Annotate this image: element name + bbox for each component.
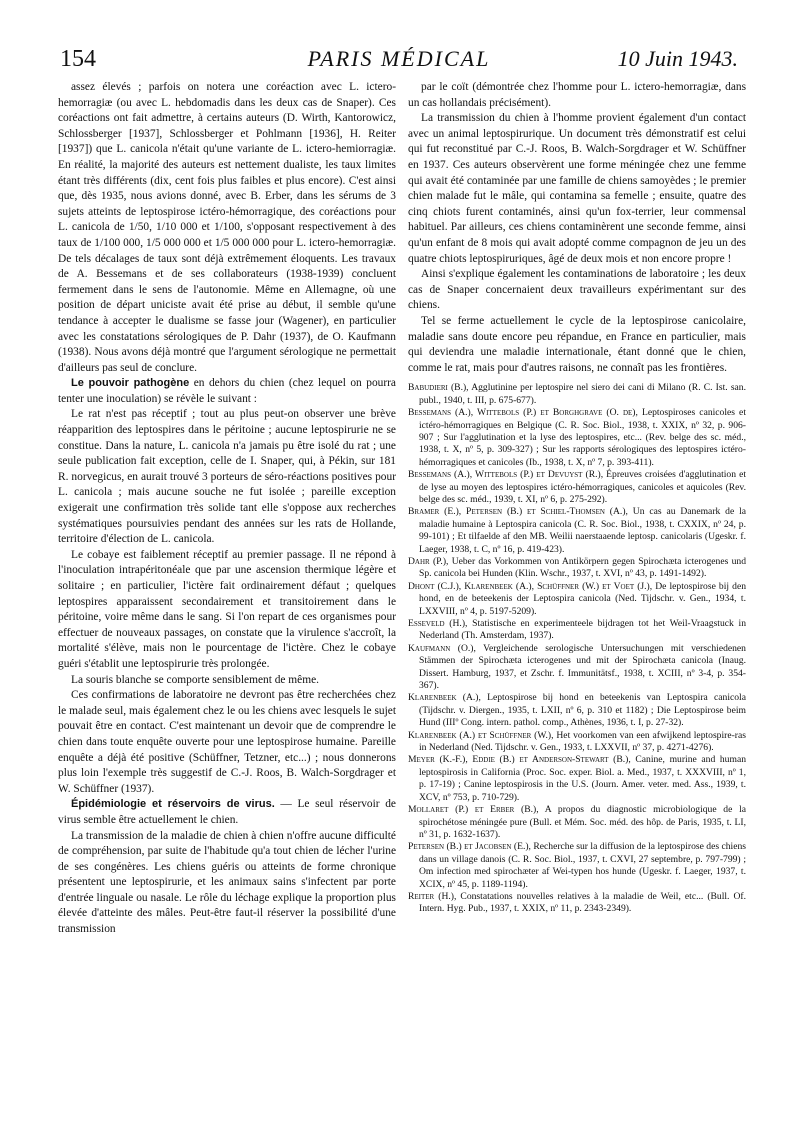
reference-entry <box>408 841 746 891</box>
section-heading: Le pouvoir pathogène <box>71 377 190 390</box>
reference-author: Bessemans (A.), Wittebols (P.) et Devuyst (R.), <box>408 469 604 481</box>
reference-text: Canine, murine and human leptospirosis in California (Proc. Soc. exper. Biol. a. Med., 1937, t. XXXVIII, nº 1, p. 17-19) ; Canine leptospirosis in the U.S. (Journ. Amer. veter. med. Ass., 1939, t. XCV, nº 753, p. 710-729). <box>419 754 746 803</box>
reference-entry <box>408 618 746 643</box>
reference-text: Statistische en experimenteele bijdragen tot het Weil-Vraagstuck in Nederland (Th. Amsterdam, 1937). <box>419 618 746 642</box>
section-epidemiology <box>58 797 396 828</box>
reference-author: Bessemans (A.), Wittebols (P.) et Borghgrave (O. de), <box>408 407 638 419</box>
reference-text: Ueber das Vorkommen von Antikörpern gegen Spirochæta icterogenes und Sp. canicola bei Hunden (Klin. Wschr., 1937, t. XVI, nº 43, p. 1491-1492). <box>419 555 746 580</box>
reference-text: Het voorkomen van een afwijkend leptospire-ras in Nederland (Ned. Tijdschr. v. Gen., 1933, t. LXXVII, nº 37, p. 4271-4276). <box>419 729 746 754</box>
reference-entry <box>408 891 746 916</box>
running-header <box>60 46 738 78</box>
reference-text: Agglutinine per leptospire nel siero dei cani di Milano (R. C. Ist. san. publ., 1940, t. III, p. 675-677). <box>419 382 747 406</box>
reference-entry <box>408 506 746 556</box>
reference-text: Constatations nouvelles relatives à la maladie de Weil, etc... (Bull. Of. Intern. Hyg. Pub., 1937, t. XXIX, nº 11, p. 2343-2349). <box>419 890 746 915</box>
reference-author: Kaufmann (O.), <box>408 642 476 654</box>
reference-text: Leptospirose bij hond en beteekenis van Leptospira canicola (Tijdschr. v. Diergen., 1935, t. LXII, nº 6, p. 310 et 1182) ; Die Leptospirose beim Hund (IIIº Cong. intern. pathol. comp., Athènes, 1936, t. I, p. 27-32). <box>419 692 746 729</box>
reference-author: Bramer (E.), Petersen (B.) et Schiel-Thomsen (A.), <box>408 506 628 518</box>
journal-title: PARIS MÉDICAL <box>307 46 491 71</box>
section-heading: Épidémiologie et réservoirs de virus. <box>71 798 275 811</box>
reference-text: Vergleichende serologische Untersuchungen mit verschiedenen Stämmen der Spirochæta icterogenes und mit der Spirochæta canicola (Inaug. Dissert. Hamburg, 1937, et Zschr. f. Immunitätsf., 1938, t. XCIII, nº 3-4, p. 354-367). <box>419 642 746 692</box>
reference-author: Mollaret (P.) et Erber (B.), <box>408 804 539 816</box>
reference-author: Dahr (P.), <box>408 555 449 567</box>
reference-author: Petersen (B.) et Jacobsen (E.), <box>408 841 531 853</box>
reference-entry <box>408 730 746 755</box>
paragraph: assez élevés ; parfois on notera une coréaction avec L. ictero-hemorragiæ (ou avec L. hebdomadis dans les deux cas de Snaper). Ces coréactions ont fait admettre, à certains auteurs (D. Wirth, Kantorowicz, Schlossberger [1937], Schlossberger et Pohlmann [1936], H. Reiter [1937]) que L. canicola n'était qu'une variante de L. ictero-hemiorragiæ. En réalité, la majorité des auteurs est nettement dualiste, les taux limites étant très différents (dix, cent fois plus faibles et plus encore). C'est ainsi que, dès 1935, nous avions donné, avec B. Erber, dans les sérums de 3 sujets atteints de leptospirose ictéro-hémorragique, des coréactions pour L. canicola de 1/50, 1/10 000 et 1/100, s'opposant respectivement à des taux de 1/100 000, 1/5 000 000 et 1/5 000 000 pour L. ictero-hemorragiæ. De tels décalages de taux sont déjà extrêmement éloquents. Les travaux de A. Bessemans et de ses collaborateurs (1938-1939) concluent fermement dans le sens de l'autonomie. Même en Allemagne, où une position de départ uniciste avait été prise au début, il semble qu'une tendance à accepter le dualisme se fasse jour (Wagener), en particulier avec les constatations sérologiques de P. Dahr (1937), de O. Kaufmann (1938). Nous avons déjà montré que l'argument sérologique ne permettait d'ailleurs pas seul de conclure. <box>58 81 396 374</box>
paragraph: par le coït (démontrée chez l'homme pour L. ictero-hemorragiæ, dans un cas hollandais précisément). <box>408 81 746 109</box>
paragraph: Tel se ferme actuellement le cycle de la leptospirose canicolaire, maladie sans doute encore peu répandue, en France en particulier, mais qui deviendra une maladie internationale, étant donné que le chien, comme le rat, mais pour d'autres raisons, ne connaît pas les frontières. <box>408 314 746 374</box>
reference-author: Dhont (C.J.), Klarenbeek (A.), Schüffner (W.) et Voet (J.), <box>408 580 653 592</box>
reference-text: Recherche sur la diffusion de la leptospirose des chiens dans un village danois (C. R. Soc. Biol., 1937, t. CXVI, 27 septembre, p. 797-799) ; Om infection med spirochæter af Wei-typen hos hunde (Ugeskr. f. Laeger, 1937, t. XCIX, nº 45, p. 1189-1194). <box>419 841 746 890</box>
reference-entry <box>408 581 746 618</box>
reference-entry <box>408 407 746 469</box>
paragraph: Ces confirmations de laboratoire ne devront pas être recherchées chez le malade seul, mais également chez le ou les chiens avec lesquels le sujet pouvait être en contact. C'est maintenant un devoir que de comprendre le chien dans toute enquête ouverte pour une leptospirose humaine. Pareille enquête a déjà été positive (Schüffner, Tetzner, etc...) ; nous donnerons plus loin l'exemple très suggestif de C.-J. Roos, B. Walch-Sorgdrager et W. Schüffner (1937). <box>58 689 396 795</box>
reference-text: Leptospiroses canicoles et ictéro-hémorragiques en Belgique (C. R. Soc. Biol., 1938, t. XXIX, nº 32, p. 906-907 ; Sur l'agglutination et la lyse des leptospires, etc... (Rev. belge des sc. méd., 1938, t. X, nº 5, p. 309-327) ; Sur les rapports sérologiques des leptospires ictéro-hémorragiques et canicoles (Ib., 1938, t. X, nº 7, p. 393-411). <box>419 407 746 468</box>
reference-author: Klarenbeek (A.), <box>408 692 481 704</box>
section-pathogen <box>58 376 396 407</box>
paragraph: Ainsi s'explique également les contaminations de laboratoire ; les deux cas de Snaper concernaient deux travailleurs expérimentant sur des chiens. <box>408 268 746 312</box>
reference-entry <box>408 556 746 581</box>
right-column <box>408 80 746 916</box>
section-text: — Le seul réservoir de virus semble être actuellement le chien. <box>58 798 396 826</box>
reference-author: Esseveld (H.), <box>408 618 468 629</box>
reference-text: A propos du diagnostic microbiologique de la spirochétose méningée pure (Bull. et Mém. Soc. méd. des hôp. de Paris, 1935, t. LI, nº 31, p. 1632-1637). <box>419 804 746 840</box>
page-number: 154 <box>60 46 96 72</box>
reference-author: Babudieri (B.), <box>408 382 469 394</box>
reference-entry <box>408 643 746 693</box>
paragraph: La transmission du chien à l'homme provient également d'un contact avec un animal leptospirurique. Un document très démonstratif est celui qui fut reconstitué par C.-J. Roos, B. Walch-Sorgdrager et W. Schüffner en 1937. Ces auteurs observèrent une forme méningée chez une femme qui avait été contaminée par une famille de chiens samoyèdes ; le premier chien malade fut le mâle, qui contamina sa femelle ; ensuite, quatre des cinq chiots furent contaminés, ainsi qu'un fox-terrier, leur commensal habituel. Par ailleurs, ces chiens contaminèrent une seconde femme, ainsi qu'un enfant de 8 mois qui avait adopté comme compagnon de jeu un des quatre chiots leptospiruriques, âgé de deux mois et non encore propre ! <box>408 112 746 265</box>
paragraph: La transmission de la maladie de chien à chien n'offre aucune difficulté de compréhension, par suite de l'habitude qu'a tout chien de lécher l'urine de ses congénères. Les chiens guéris ou atteints de forme chronique présentent une leptospirurie, et les animaux sains s'infectent par porte d'entrée linguale ou nasale. Le rôle du léchage explique la proportion plus élevée d'atteinte des mâles. Peut-être faut-il réserver la possibilité d'une transmission <box>58 829 396 936</box>
issue-date: 10 Juin 1943. <box>617 46 738 71</box>
reference-author: Reiter (H.), <box>408 890 457 902</box>
paragraph: Le cobaye est faiblement réceptif au premier passage. Il ne répond à l'inoculation intrapéritonéale que par une ascension thermique légère et solitaire ; en particulier, l'ictère fait ordinairement défaut ; quelques leptospires apparaissent secondairement et transitoirement dans le péritoine, voire même dans le sang. Si l'on repart de ces organismes pour effectuer de nouveaux passages, on constate que la virulence s'accroît, la mortalité s'élève, mais non le pourcentage de l'ictère. Chez le cobaye guéri s'établit une leptospirurie très prolongée. <box>58 548 396 670</box>
reference-entry <box>408 382 746 407</box>
reference-entry <box>408 469 746 506</box>
reference-author: Meyer (K.-F.), Eddie (B.) et Anderson-Stewart (B.), <box>408 754 631 766</box>
paragraph: La souris blanche se comporte sensiblement de même. <box>71 673 319 686</box>
section-text: en dehors du chien (chez lequel on pourra tenter une inoculation) se révèle le suivant : <box>58 377 396 405</box>
reference-entry <box>408 692 746 729</box>
paragraph: Le rat n'est pas réceptif ; tout au plus peut-on observer une brève réapparition des leptospires dans le péritoine ; aucune leptospirurie ne se constitue. Dans la nature, L. canicola n'a jamais pu être isolé du rat ; une seule publication fait exception, celle de I. Snaper, qui, à Pékin, sur 181 R. norvegicus, en aurait trouvé 3 porteurs de séro-réactions positives pour L. canicola ; mais aucune souche ne fut isolée ; pareille exception exigerait une confirmation très solide tant elle s'oppose aux recherches systématiques poursuivies pendant des années sur les rats de Hollande, territoire d'élection de L. canicola. <box>58 408 396 546</box>
reference-author: Klarenbeek (A.) et Schüffner (W.), <box>408 729 554 741</box>
reference-text: Un cas au Danemark de la maladie humaine à Leptospira canicola (C. R. Soc. Biol., 1938, t. CXXIX, nº 24, p. 99-101) ; Et tilfaelde af den MB. Weilii naerstaaende leptosp. canicolaris (Ugeskr. f. Laeger, 1938, t. C, nº 16, p. 419-423). <box>419 506 746 555</box>
bibliography <box>408 382 746 915</box>
reference-text: De leptospirose bij den hond, en de beteekenis der Leptospira canicola (Ned. Tijdschr. v. Gen., 1934, t. LXXVIII, nº 4, p. 5197-5209). <box>419 580 746 617</box>
reference-entry <box>408 804 746 841</box>
left-column <box>58 80 396 938</box>
reference-entry <box>408 754 746 804</box>
reference-text: Épreuves croisées d'agglutination et de lyse au moyen des leptospires ictéro-hémorragiques, canicoles et aquicoles (Rev. belge des sc. méd., 1939, t. XI, nº 6, p. 275-292). <box>419 469 747 505</box>
